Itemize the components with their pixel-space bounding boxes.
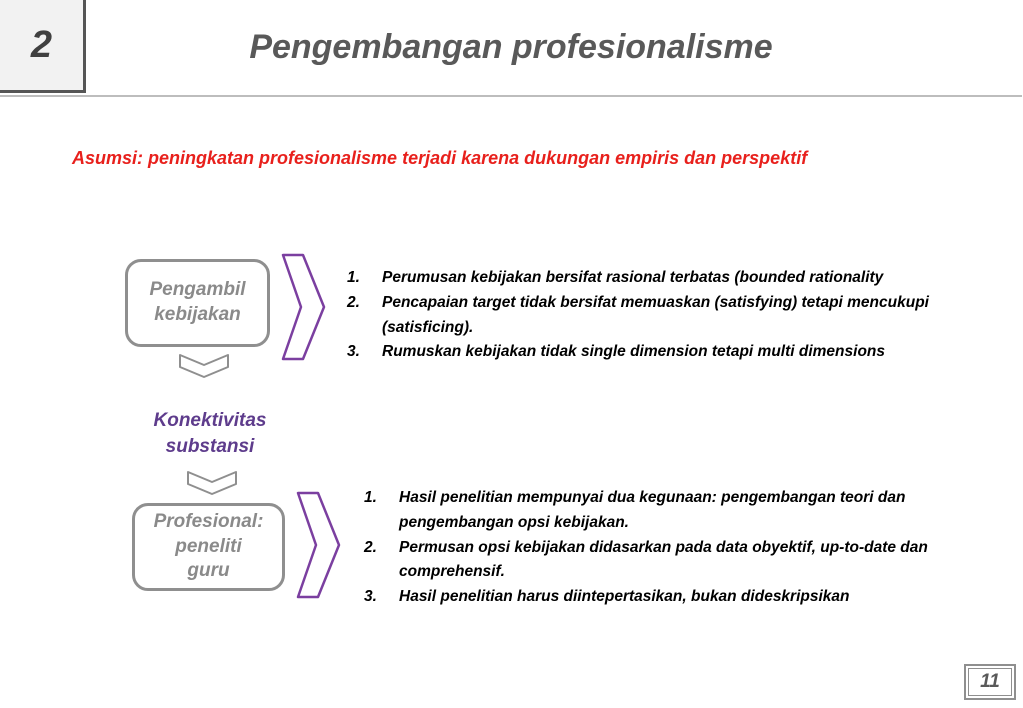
list-number: 2.	[364, 538, 377, 556]
list-number: 1.	[347, 269, 360, 286]
assumption-text: Asumsi: peningkatan profesionalisme terjadi karena dukungan empiris dan perspektif	[72, 148, 808, 168]
list-item	[347, 291, 997, 341]
professional-box: Profesional: peneliti guru	[132, 503, 285, 591]
list-text: Hasil penelitian mempunyai dua kegunaan: pengembangan teori dan pengembangan opsi kebijakan.	[399, 489, 906, 531]
policy-maker-box: Pengambil kebijakan	[125, 259, 270, 347]
chevron-right-icon	[281, 253, 327, 361]
list-item	[364, 536, 1004, 586]
list-text: Rumuskan kebijakan tidak single dimension tetapi multi dimensions	[382, 343, 886, 361]
chevron-right-icon	[296, 491, 342, 599]
policy-points-list	[347, 266, 997, 365]
section-number: 2	[0, 0, 86, 93]
list-number: 2.	[347, 293, 360, 311]
header-bar	[0, 0, 1022, 97]
list-item	[364, 486, 1004, 536]
list-item	[364, 585, 1004, 610]
page-number-box	[964, 664, 1016, 700]
page-title: Pengembangan profesionalisme	[249, 28, 773, 66]
list-number: 3.	[347, 343, 360, 361]
list-text: Perumusan kebijakan bersifat rasional terbatas (bounded rationality	[382, 269, 884, 286]
chevron-down-icon	[178, 353, 230, 379]
list-item	[347, 340, 997, 365]
research-points-list	[364, 486, 1004, 610]
chevron-down-icon	[186, 470, 238, 496]
page-number: 11	[968, 668, 1012, 696]
list-item	[347, 266, 997, 291]
list-text: Pencapaian target tidak bersifat memuaskan (satisfying) tetapi mencukupi (satisficing).	[382, 293, 929, 336]
list-number: 3.	[364, 588, 377, 606]
list-text: Permusan opsi kebijakan didasarkan pada data obyektif, up-to-date dan comprehensif.	[399, 538, 928, 581]
list-text: Hasil penelitian harus diintepertasikan, bukan dideskripsikan	[399, 588, 850, 606]
list-number: 1.	[364, 489, 377, 506]
connector-label: Konektivitas substansi	[153, 410, 267, 457]
